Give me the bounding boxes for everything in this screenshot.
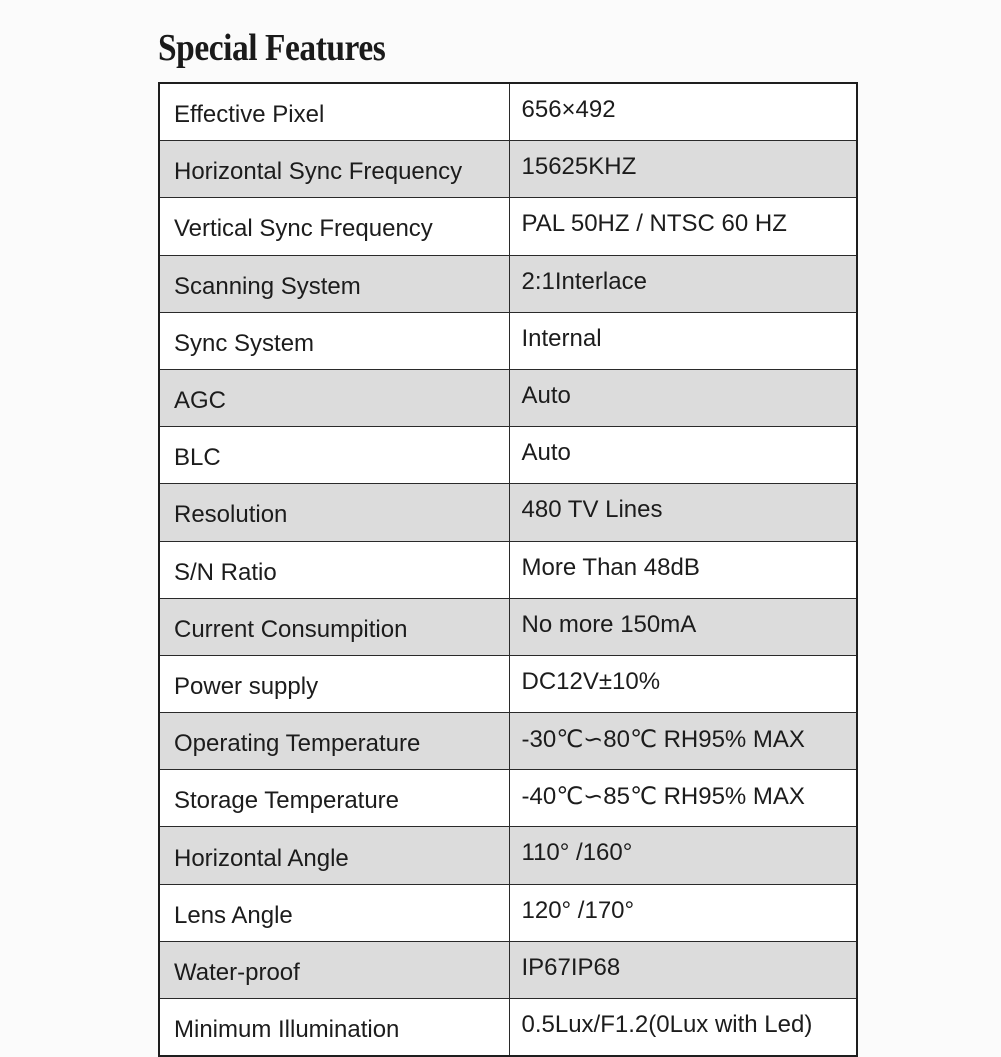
spec-table [158, 82, 858, 1057]
spec-value: PAL 50HZ / NTSC 60 HZ [509, 198, 857, 255]
spec-value: Auto [509, 369, 857, 426]
spec-value: 2:1Interlace [509, 255, 857, 312]
spec-row-horizontal-angle [159, 827, 857, 884]
spec-label: AGC [159, 369, 509, 426]
spec-label: Horizontal Sync Frequency [159, 141, 509, 198]
spec-row-storage-temperature [159, 770, 857, 827]
spec-row-water-proof [159, 941, 857, 998]
spec-row-vertical-sync-frequency [159, 198, 857, 255]
spec-row-blc [159, 427, 857, 484]
spec-value: Internal [509, 312, 857, 369]
spec-value: Auto [509, 427, 857, 484]
spec-label: Effective Pixel [159, 83, 509, 141]
spec-label: Power supply [159, 655, 509, 712]
spec-label: Horizontal Angle [159, 827, 509, 884]
spec-label: Scanning System [159, 255, 509, 312]
spec-label: Sync System [159, 312, 509, 369]
spec-value: IP67IP68 [509, 941, 857, 998]
spec-label: Current Consumpition [159, 598, 509, 655]
spec-row-lens-angle [159, 884, 857, 941]
spec-label: Lens Angle [159, 884, 509, 941]
spec-value: More Than 48dB [509, 541, 857, 598]
spec-value: 480 TV Lines [509, 484, 857, 541]
spec-value: 15625KHZ [509, 141, 857, 198]
spec-row-agc [159, 369, 857, 426]
spec-value: 656×492 [509, 83, 857, 141]
spec-label: Operating Temperature [159, 713, 509, 770]
spec-row-operating-temperature [159, 713, 857, 770]
spec-label: Water-proof [159, 941, 509, 998]
spec-value: -40℃∽85℃ RH95% MAX [509, 770, 857, 827]
spec-value: 120° /170° [509, 884, 857, 941]
spec-value: 110° /160° [509, 827, 857, 884]
spec-label: Storage Temperature [159, 770, 509, 827]
spec-row-scanning-system [159, 255, 857, 312]
spec-label: BLC [159, 427, 509, 484]
spec-row-horizontal-sync-frequency [159, 141, 857, 198]
spec-value: 0.5Lux/F1.2(0Lux with Led) [509, 999, 857, 1057]
spec-row-current-consumption [159, 598, 857, 655]
spec-label: Minimum Illumination [159, 999, 509, 1057]
spec-row-power-supply [159, 655, 857, 712]
spec-value: DC12V±10% [509, 655, 857, 712]
spec-row-resolution [159, 484, 857, 541]
spec-value: No more 150mA [509, 598, 857, 655]
spec-label: Vertical Sync Frequency [159, 198, 509, 255]
spec-value: -30℃∽80℃ RH95% MAX [509, 713, 857, 770]
spec-row-sn-ratio [159, 541, 857, 598]
spec-label: S/N Ratio [159, 541, 509, 598]
spec-row-effective-pixel [159, 83, 857, 141]
spec-row-sync-system [159, 312, 857, 369]
spec-label: Resolution [159, 484, 509, 541]
spec-row-minimum-illumination [159, 999, 857, 1057]
page-title: Special Features [158, 27, 386, 69]
